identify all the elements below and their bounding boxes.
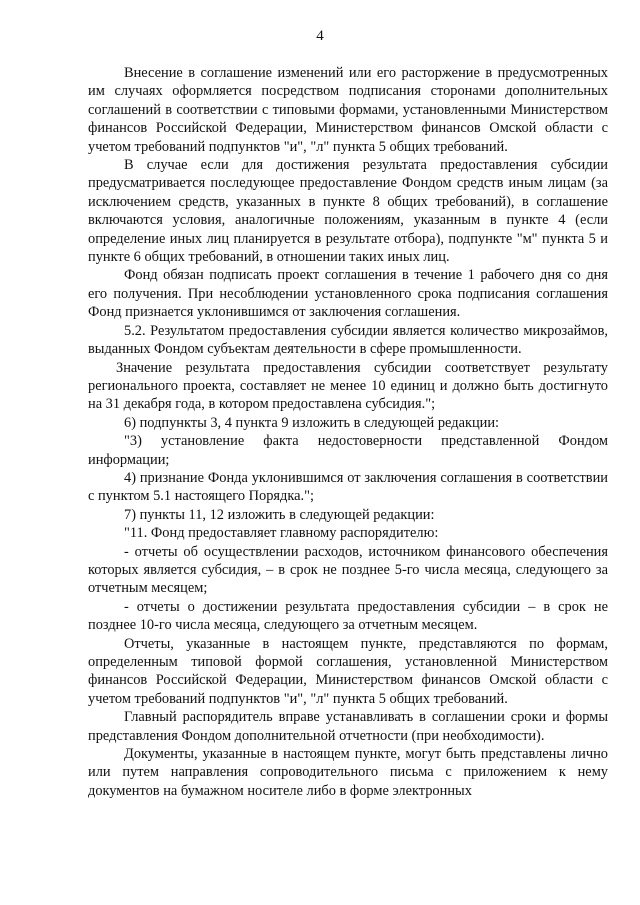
paragraph-expense-reports: - отчеты об осуществлении расходов, источником финансового обеспечения которых является субсидия, – в срок не позднее 5-го числа месяца, следующего за отчетным месяцем; [88, 543, 608, 597]
paragraph-subitem-3: "3) установление факта недостоверности представленной Фондом информации; [88, 433, 608, 468]
paragraph-11-fund-provides: "11. Фонд предоставляет главному распорядителю: [124, 525, 439, 542]
paragraph-amendments: Внесение в соглашение изменений или его расторжение в предусмотренных им случаях оформляется посредством подписания сторонами дополнительных соглашений в соответствии с типовыми формами, установленными Министерством финансов Российской Федерации, Министерством финансов Омской области с учетом требований подпунктов "и", "л" пункта 5 общих требований. [88, 65, 608, 155]
paragraph-5-2-result: 5.2. Результатом предоставления субсидии является количество микрозаймов, выданных Фондом субъектам деятельности в сфере промышленности. [88, 322, 608, 358]
paragraph-signing-deadline: Фонд обязан подписать проект соглашения в течение 1 рабочего дня со дня его получения. При несоблюдении установленного срока подписания соглашения Фонд признается уклонившимся от заключения соглашения. [88, 267, 608, 321]
page-number: 4 [316, 28, 324, 44]
paragraph-item-6: 6) подпункты 3, 4 пункта 9 изложить в следующей редакции: [124, 414, 500, 431]
paragraph-result-reports: - отчеты о достижении результата предоставления субсидии – в срок не позднее 10-го числа месяца, следующего за отчетным месяцем. [88, 598, 608, 634]
paragraph-additional-reporting: Главный распорядитель вправе устанавливать в соглашении сроки и формы представления Фондом дополнительной отчетности (при необходимости). [88, 709, 608, 744]
paragraph-result-value: Значение результата предоставления субсидии соответствует результату регионального проекта, составляет не менее 10 единиц и должно быть достигнуто на 31 декабря года, в котором предоставлена субсидия."; [88, 359, 608, 413]
paragraph-other-persons: В случае если для достижения результата предоставления субсидии предусматривается последующее предоставление Фондом средств иным лицам (за исключением средств, указанных в пункте 8 общих требований), в соглашение включаются условия, аналогичные положениям, указанным в пункте 4 (если определение иных лиц планируется в результате отбора), подпункте "м" пункта 5 и пункте 6 общих требований, в отношении таких иных лиц. [88, 157, 608, 266]
paragraph-item-7: 7) пункты 11, 12 изложить в следующей редакции: [124, 506, 435, 523]
paragraph-report-forms: Отчеты, указанные в настоящем пункте, представляются по формам, определенным типовой формой соглашения, установленной Министерством финансов Российской Федерации, Министерством финансов Омской области с учетом требований подпунктов "и", "л" пункта 5 общих требований. [88, 635, 608, 707]
document-body [88, 64, 608, 800]
paragraph-documents-submission: Документы, указанные в настоящем пункте, могут быть представлены лично или путем направления сопроводительного письма с приложением к нему документов на бумажном носителе либо в форме электронных [88, 746, 608, 799]
paragraph-subitem-4: 4) признание Фонда уклонившимся от заключения соглашения в соответствии с пунктом 5.1 настоящего Порядка."; [88, 469, 608, 505]
